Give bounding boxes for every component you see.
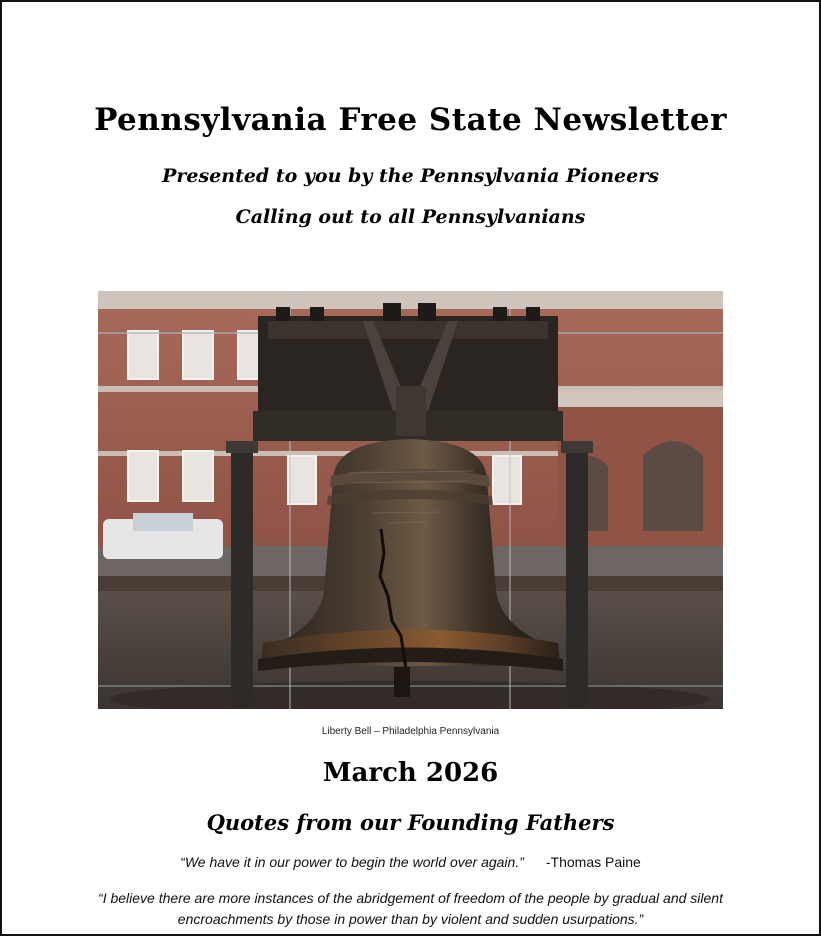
quote-abridgement-of-freedom: “I believe there are more instances of the abridgement of freedom of the people by gradual and silent encroachments by those in power than by violent and sudden usurpations.”: [98, 890, 723, 927]
newsletter-subtitle-presented: Presented to you by the Pennsylvania Pioneers: [162, 165, 659, 187]
liberty-bell-photo: [98, 291, 723, 709]
issue-date: March 2026: [322, 758, 499, 788]
newsletter-subtitle-calling: Calling out to all Pennsylvanians: [235, 206, 586, 228]
quote-author: -Thomas Paine: [545, 854, 641, 870]
newsletter-title: Pennsylvania Free State Newsletter: [94, 102, 727, 138]
quotes-heading: Quotes from our Founding Fathers: [206, 810, 615, 835]
photo-caption: Liberty Bell – Philadelphia Pennsylvania: [321, 726, 500, 737]
quote-text: “We have it in our power to begin the world over again.”: [180, 854, 524, 870]
liberty-bell-image: [98, 291, 723, 709]
quote-thomas-paine: [2, 854, 819, 870]
